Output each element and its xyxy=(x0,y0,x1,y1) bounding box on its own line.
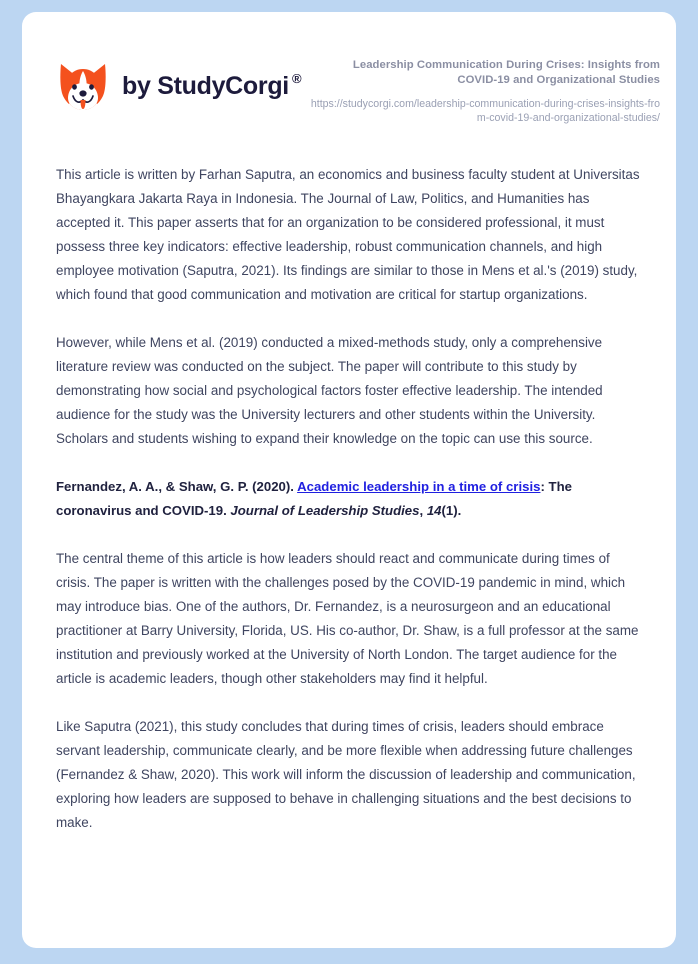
document-body xyxy=(22,125,676,835)
header-meta xyxy=(310,56,660,125)
paragraph-4: Like Saputra (2021), this study concludes that during times of crisis, leaders should embrace servant leadership, communicate clearly, and be more flexible when addressing future challenges (Fernandez & Shaw, 2020). This work will inform the discussion of leadership and communication, exploring how leaders are supposed to behave in challenging situations and the best decisions to make. xyxy=(56,719,636,831)
paragraph-3: The central theme of this article is how leaders should react and communicate during times of crisis. The paper is written with the challenges posed by the COVID-19 pandemic in mind, which may introduce bias. One of the authors, Dr. Fernandez, is a neurosurgeon and an educational practitioner at Barry University, Florida, US. His co-author, Dr. Shaw, is a full professor at the same institution and previously worked at the University of North London. The target audience for the article is academic leaders, though other stakeholders may find it helpful. xyxy=(56,551,639,687)
citation-authors-year: Fernandez, A. A., & Shaw, G. P. (2020). xyxy=(56,479,298,495)
brand-wordmark xyxy=(122,70,302,100)
page-title: Leadership Communication During Crises: Insights from COVID-19 and Organizational Studies xyxy=(352,59,660,87)
citation-article-link[interactable]: Academic leadership in a time of crisis xyxy=(297,479,541,495)
document-header xyxy=(22,12,676,125)
citation-comma: , xyxy=(419,503,427,519)
citation-issue: (1). xyxy=(441,503,462,519)
reference-citation xyxy=(56,475,640,523)
registered-trademark-icon: ® xyxy=(291,70,302,86)
source-url[interactable]: https://studycorgi.com/leadership-communication-during-crises-insights-from-covid-19-and-organizational-studies/ xyxy=(310,97,660,124)
paragraph-1: This article is written by Farhan Saputra, an economics and business faculty student at Universitas Bhayangkara Jakarta Raya in Indonesia. The Journal of Law, Politics, and Humanities has accepted it. This paper asserts that for an organization to be considered professional, it must possess three key indicators: effective leadership, robust communication channels, and high employee motivation (Saputra, 2021). Its findings are similar to those in Mens et al.'s (2019) study, which found that good communication and motivation are critical for startup organizations. xyxy=(56,167,640,303)
brand-name-text: by StudyCorgi xyxy=(122,71,289,100)
corgi-face-logo-icon xyxy=(56,60,110,112)
citation-subtitle: : The coronavirus and COVID-19. xyxy=(56,479,572,519)
citation-journal-name: Journal of Leadership Studies xyxy=(230,503,420,519)
brand-logo-group[interactable] xyxy=(56,56,301,112)
citation-volume: 14 xyxy=(426,503,442,519)
paragraph-2: However, while Mens et al. (2019) conducted a mixed-methods study, only a comprehensive literature review was conducted on the subject. The paper will contribute to this study by demonstrating how social and psychological factors foster effective leadership. The intended audience for the study was the University lecturers and other students within the University. Scholars and students wishing to expand their knowledge on the topic can use this source. xyxy=(56,335,603,447)
document-card xyxy=(22,12,676,948)
